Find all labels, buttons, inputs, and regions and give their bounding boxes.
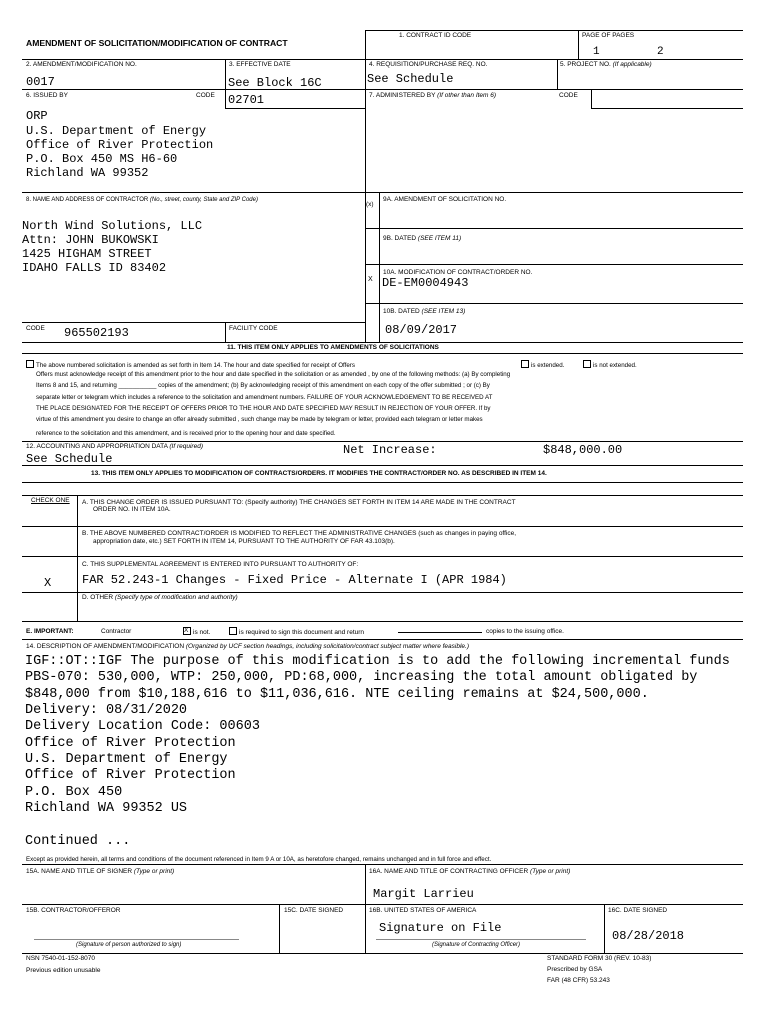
description-line-4: Delivery: 08/31/2020 bbox=[25, 703, 188, 718]
net-increase-label: Net Increase: bbox=[343, 443, 437, 457]
description-line-2: PBS-070: 530,000, WTP: 250,000, PD:68,000, increasing the total amount obligated by bbox=[25, 670, 698, 685]
item-10b-label: 10B. DATED (SEE ITEM 13) bbox=[383, 308, 466, 315]
issued-by-label: 6. ISSUED BY bbox=[26, 92, 68, 99]
page-of-pages-label: PAGE OF PAGES bbox=[582, 32, 635, 39]
item-13d-line: D. OTHER (Specify type of modification and authority) bbox=[82, 594, 238, 601]
contractor-label: 8. NAME AND ADDRESS OF CONTRACTOR (No., street, county, State and ZIP Code) bbox=[26, 197, 258, 203]
contractor-line-2: Attn: JOHN BUKOWSKI bbox=[22, 233, 159, 247]
nsn-number: NSN 7540-01-152-8070 bbox=[26, 955, 96, 962]
standard-form-id: STANDARD FORM 30 (REV. 10-83) bbox=[547, 955, 652, 962]
item-10a-label: 10A. MODIFICATION OF CONTRACT/ORDER NO. bbox=[383, 269, 533, 276]
item-13b-line-2: appropriation date, etc.) SET FORTH IN ITEM 14, PURSUANT TO THE AUTHORITY OF FAR 43.103(b). bbox=[93, 538, 395, 545]
item-11-line-3: Items 8 and 15, and returning ___________ copies of the amendment; (b) By acknowledging receipt of this amendment on each copy of the offer submitted ; or (c) By bbox=[36, 382, 490, 389]
amendment-no-label: 2. AMENDMENT/MODIFICATION NO. bbox=[26, 61, 137, 68]
important-contractor: Contractor bbox=[101, 628, 132, 635]
is-required-option: is required to sign this document and return bbox=[229, 627, 364, 637]
usa-label: 16B. UNITED STATES OF AMERICA bbox=[369, 907, 477, 914]
not-extended-checkbox[interactable] bbox=[583, 360, 591, 368]
extended-checkbox[interactable] bbox=[521, 360, 529, 368]
item-13a-line-1: A. THIS CHANGE ORDER IS ISSUED PURSUANT TO: (Specify authority) THE CHANGES SET FORTH IN ITEM 14 ARE MADE IN THE CONTRACT bbox=[82, 499, 516, 506]
except-note: Except as provided herein, all terms and conditions of the document referenced in Item 9 A or 10A, as heretofore changed, remains unchanged and in full force and effect. bbox=[26, 856, 492, 863]
requisition-value: See Schedule bbox=[367, 72, 454, 86]
not-extended-option: is not extended. bbox=[583, 360, 637, 371]
description-line-8: Office of River Protection bbox=[25, 768, 236, 783]
item-13c-mark: X bbox=[44, 576, 52, 590]
contractor-offeror-label: 15B. CONTRACTOR/OFFEROR bbox=[26, 907, 121, 914]
contract-order-number: DE-EM0004943 bbox=[382, 276, 469, 290]
item-14-label: 14. DESCRIPTION OF AMENDMENT/MODIFICATION (Organized by UCF section headings, including solicitation/contract subject matter where feasible.) bbox=[26, 643, 470, 650]
item-11-line-1: The above numbered solicitation is amended as set forth in Item 14. The hour and date specified for receipt of Offers bbox=[26, 360, 355, 371]
signer-signature-caption: (Signature of person authorized to sign) bbox=[76, 942, 182, 948]
issued-by-line-2: U.S. Department of Energy bbox=[26, 124, 207, 138]
issued-by-line-1: ORP bbox=[26, 109, 48, 123]
contractor-date-signed-label: 15C. DATE SIGNED bbox=[284, 907, 344, 914]
contractor-line-3: 1425 HIGHAM STREET bbox=[22, 247, 152, 261]
amendment-no-value: 0017 bbox=[26, 75, 55, 89]
contract-dated-value: 08/09/2017 bbox=[385, 323, 458, 337]
officer-name-label: 16A. NAME AND TITLE OF CONTRACTING OFFICER (Type or print) bbox=[369, 868, 571, 875]
item-11-line-7: reference to the solicitation and this amendment, and is received prior to the opening hour and date specified. bbox=[36, 430, 336, 437]
signer-name-label: 15A. NAME AND TITLE OF SIGNER (Type or print) bbox=[26, 868, 175, 875]
project-no-label: 5. PROJECT NO. (If applicable) bbox=[560, 61, 652, 68]
description-line-9: P.O. Box 450 bbox=[25, 785, 123, 800]
item-13a-line-2: ORDER NO. IN ITEM 10A. bbox=[93, 506, 171, 513]
important-label: E. IMPORTANT: bbox=[26, 628, 74, 635]
contractor-code-label: CODE bbox=[26, 325, 45, 332]
is-not-option: X is not. bbox=[184, 627, 211, 636]
issued-by-code-value: 02701 bbox=[228, 93, 265, 107]
net-increase-value: $848,000.00 bbox=[543, 443, 623, 457]
item-13c-authority: FAR 52.243-1 Changes - Fixed Price - Alternate I (APR 1984) bbox=[82, 573, 507, 587]
extended-option: is extended. bbox=[521, 360, 564, 371]
facility-code-label: FACILITY CODE bbox=[229, 325, 278, 332]
description-line-7: U.S. Department of Energy bbox=[25, 752, 228, 767]
continued-note: Continued ... bbox=[25, 834, 131, 849]
total-pages: 2 bbox=[657, 46, 664, 58]
item-9a-label: 9A. AMENDMENT OF SOLICITATION NO. bbox=[383, 196, 507, 203]
checkbox[interactable] bbox=[26, 360, 34, 368]
item-10a-mark: X bbox=[368, 276, 373, 283]
effective-date-label: 3. EFFECTIVE DATE bbox=[229, 61, 291, 68]
page-number: 1 bbox=[593, 46, 600, 58]
issued-by-line-5: Richland WA 99352 bbox=[26, 166, 149, 180]
accounting-data-label: 12. ACCOUNTING AND APPROPRIATION DATA (If required) bbox=[26, 443, 203, 450]
contractor-line-1: North Wind Solutions, LLC bbox=[22, 219, 203, 233]
contract-id-label: 1. CONTRACT ID CODE bbox=[399, 32, 472, 39]
is-required-checkbox[interactable] bbox=[229, 627, 237, 635]
accounting-data-value: See Schedule bbox=[26, 452, 113, 466]
contractor-code-value: 965502193 bbox=[64, 326, 129, 340]
contracting-officer-name: Margit Larrieu bbox=[373, 887, 474, 901]
x-column-header: (x) bbox=[366, 201, 374, 208]
is-not-checkbox[interactable]: X bbox=[183, 627, 191, 635]
officer-signature: Signature on File bbox=[379, 921, 502, 935]
item-11-line-6: virtue of this amendment you desire to change an offer already submitted , such change may be made by telegram or letter, provided each telegram or letter makes bbox=[36, 416, 483, 423]
far-reference: FAR (48 CFR) 53.243 bbox=[547, 977, 610, 984]
item-9b-label: 9B. DATED (SEE ITEM 11) bbox=[383, 235, 462, 242]
item-11-line-2: Offers must acknowledge receipt of this amendment prior to the hour and date specified in the solicitation or as amended , by one of the following methods: (a) By completing bbox=[36, 371, 511, 378]
prescribed-by: Prescribed by GSA bbox=[547, 966, 603, 973]
description-line-10: Richland WA 99352 US bbox=[25, 801, 188, 816]
item-13-title: 13. THIS ITEM ONLY APPLIES TO MODIFICATION OF CONTRACTS/ORDERS. IT MODIFIES THE CONTRACT/ORDER NO. AS DESCRIBED IN ITEM 14. bbox=[91, 470, 547, 477]
check-one-label: CHECK ONE bbox=[31, 497, 70, 504]
effective-date-value: See Block 16C bbox=[228, 76, 322, 90]
requisition-label: 4. REQUISITION/PURCHASE REQ. NO. bbox=[369, 61, 488, 68]
form-title: AMENDMENT OF SOLICITATION/MODIFICATION OF CONTRACT bbox=[26, 38, 288, 48]
previous-edition-note: Previous edition unusable bbox=[26, 967, 101, 974]
issued-by-line-4: P.O. Box 450 MS H6-60 bbox=[26, 152, 178, 166]
description-line-1: IGF::OT::IGF The purpose of this modification is to add the following incremental funds bbox=[25, 654, 730, 669]
description-line-6: Office of River Protection bbox=[25, 736, 236, 751]
item-13c-line: C. THIS SUPPLEMENTAL AGREEMENT IS ENTERED INTO PURSUANT TO AUTHORITY OF: bbox=[82, 561, 359, 568]
item-11-title: 11. THIS ITEM ONLY APPLIES TO AMENDMENTS OF SOLICITATIONS bbox=[227, 344, 439, 351]
officer-date-signed-label: 16C. DATE SIGNED bbox=[608, 907, 668, 914]
administered-by-label: 7. ADMINISTERED BY (If other than Item 6) bbox=[369, 92, 497, 99]
item-13b-line-1: B. THE ABOVE NUMBERED CONTRACT/ORDER IS MODIFIED TO REFLECT THE ADMINISTRATIVE CHANGES (such as changes in paying office, bbox=[82, 530, 517, 537]
administered-code-label: CODE bbox=[559, 92, 578, 99]
officer-date-signed-value: 08/28/2018 bbox=[612, 929, 685, 943]
issued-by-code-label: CODE bbox=[196, 92, 215, 99]
officer-signature-caption: (Signature of Contracting Officer) bbox=[432, 942, 521, 948]
copies-label: copies to the issuing office. bbox=[486, 628, 564, 635]
description-line-5: Delivery Location Code: 00603 bbox=[25, 719, 260, 734]
item-11-line-5: THE PLACE DESIGNATED FOR THE RECEIPT OF OFFERS PRIOR TO THE HOUR AND DATE SPECIFIED MAY RESULT IN REJECTION OF YOUR OFFER. If by bbox=[36, 405, 491, 412]
issued-by-line-3: Office of River Protection bbox=[26, 138, 214, 152]
contractor-line-4: IDAHO FALLS ID 83402 bbox=[22, 261, 167, 275]
description-line-3: $848,000 from $10,188,616 to $11,036,616. NTE ceiling remains at $24,500,000. bbox=[25, 687, 649, 702]
item-11-line-4: separate letter or telegram which includes a reference to the solicitation and amendment numbers. FAILURE OF YOUR ACKNOWLEDGEMENT TO BE RECEIVED AT bbox=[36, 394, 493, 401]
